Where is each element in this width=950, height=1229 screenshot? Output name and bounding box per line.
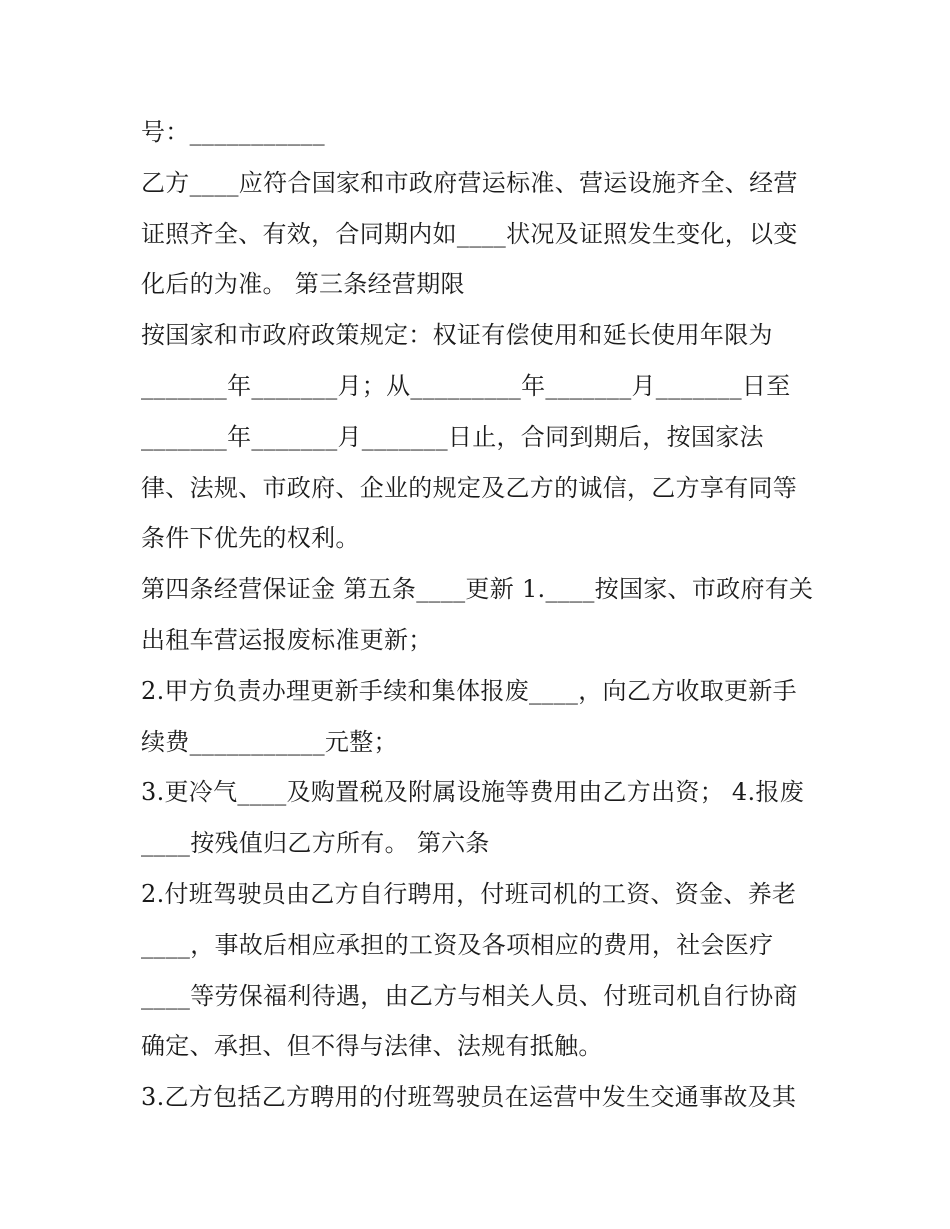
document-body — [141, 107, 821, 1123]
text-line: 第四条经营保证金 第五条____更新 1.____按国家、市政府有关 — [141, 575, 814, 604]
text-line: 确定、承担、但不得与法律、法规有抵触。 — [141, 1032, 603, 1061]
text-line: 律、法规、市政府、企业的规定及乙方的诚信，乙方享有同等 — [141, 473, 798, 502]
text-line: 化后的为准。 第三条经营期限 — [141, 270, 465, 299]
text-line: 3.乙方包括乙方聘用的付班驾驶员在运营中发生交通事故及其 — [141, 1083, 797, 1112]
text-line: _______年_______月_______日止，合同到期后，按国家法 — [141, 422, 764, 451]
text-line: 号：___________ — [141, 118, 325, 146]
text-line: 出租车营运报废标准更新； — [141, 625, 433, 654]
text-line: ____等劳保福利待遇，由乙方与相关人员、付班司机自行协商 — [141, 981, 798, 1010]
text-line: 2.甲方负责办理更新手续和集体报废____，向乙方收取更新手 — [141, 676, 797, 705]
text-line: ____，事故后相应承担的工资及各项相应的费用，社会医疗 — [141, 930, 774, 959]
text-line: 证照齐全、有效，合同期内如____状况及证照发生变化，以变 — [141, 219, 798, 248]
text-line: _______年_______月；从_________年_______月_______日至 — [141, 371, 791, 400]
text-line: 按国家和市政府政策规定：权证有偿使用和延长使用年限为 — [141, 321, 773, 350]
text-line: ____按残值归乙方所有。 第六条 — [141, 829, 490, 858]
text-line: 3.更冷气____及购置税及附属设施等费用由乙方出资； 4.报废 — [141, 778, 805, 807]
text-line: 条件下优先的权利。 — [141, 524, 360, 553]
text-line: 续费___________元整； — [141, 727, 398, 756]
text-line: 乙方____应符合国家和市政府营运标准、营运设施齐全、经营 — [141, 168, 798, 197]
text-line: 2.付班驾驶员由乙方自行聘用，付班司机的工资、资金、养老 — [141, 879, 797, 908]
